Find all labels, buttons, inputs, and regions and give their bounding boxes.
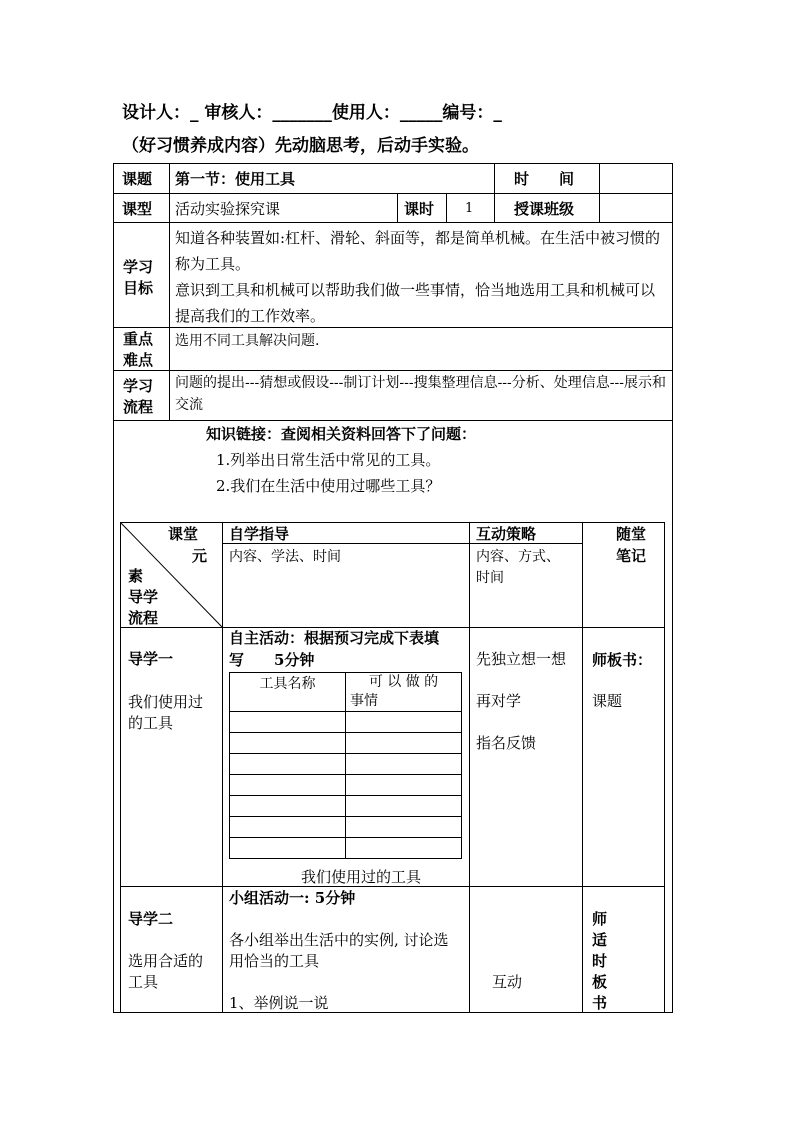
col3-head: 互动策略 <box>476 525 537 543</box>
col-divider <box>169 163 170 420</box>
goal-label-1: 学习 <box>123 258 154 276</box>
row-divider <box>113 420 673 421</box>
s2-strategy: 互动 <box>492 973 523 991</box>
col3-sub-1: 内容、方式、 <box>476 549 560 565</box>
s1-strategy-3: 指名反馈 <box>476 734 537 752</box>
tools-caption: 我们使用过的工具 <box>301 868 422 886</box>
tools-header-name: 工具名称 <box>230 673 346 712</box>
table-row <box>230 796 462 817</box>
table-border <box>113 163 114 1013</box>
key-label-2: 难点 <box>123 351 154 369</box>
table-border <box>672 163 673 1013</box>
key-label-1: 重点 <box>123 330 154 348</box>
s1-strategy-1: 先独立想一想 <box>476 650 567 668</box>
col-divider <box>397 193 398 222</box>
s2-activity: 小组活动一: 5分钟 <box>229 889 356 907</box>
table-row <box>230 775 462 796</box>
tool-name-cell[interactable] <box>230 733 346 754</box>
key-text: 选用不同工具解决问题. <box>175 333 320 349</box>
diag-top: 课堂 <box>168 525 199 543</box>
tool-name-cell[interactable] <box>230 838 346 859</box>
tool-name-cell[interactable] <box>230 754 346 775</box>
hours-value: 1 <box>465 201 474 216</box>
tool-use-cell[interactable] <box>346 796 462 817</box>
tool-use-cell[interactable] <box>346 733 462 754</box>
table-row <box>230 838 462 859</box>
knowledge-title: 知识链接：查阅相关资料回答下了问题： <box>206 425 477 443</box>
tool-use-cell[interactable] <box>346 712 462 733</box>
s1-title: 导学一 <box>128 650 174 668</box>
row-divider <box>113 222 673 223</box>
s2-note-5: 书 <box>592 994 608 1012</box>
col3-sub-2: 时间 <box>476 570 504 586</box>
tool-name-cell[interactable] <box>230 817 346 838</box>
row-divider <box>113 193 673 194</box>
s1-activity-1: 自主活动：根据预习完成下表填 <box>229 629 440 647</box>
s1-note-1: 师板书： <box>592 651 653 669</box>
table-border <box>113 163 673 164</box>
s1-activity-2: 写 5分钟 <box>229 651 315 669</box>
s2-note-4: 板 <box>592 973 608 991</box>
hours-label: 课时 <box>404 200 435 218</box>
flow-table-border <box>222 522 223 1012</box>
s2-text-3: 1、举例说一说 <box>229 994 329 1012</box>
type-value: 活动实验探究课 <box>175 200 281 218</box>
knowledge-q1: 1.列举出日常生活中常见的工具。 <box>216 451 441 469</box>
header-line-2: （好习惯养成内容）先动脑思考，后动手实验。 <box>122 136 479 156</box>
tools-header-row <box>230 673 462 712</box>
flow-table-border <box>582 522 583 1012</box>
s2-text-1: 各小组举出生活中的实例, 讨论选 <box>229 931 449 949</box>
flow-table-border <box>664 522 665 1012</box>
goal-text-2: 意识到工具和机械可以帮助我们做一些事情，恰当地选用工具和机械可以提高我们的工作效率。 <box>175 281 656 325</box>
table-row <box>230 754 462 775</box>
s2-text-2: 用恰当的工具 <box>229 952 320 970</box>
diag-b1: 素 <box>128 567 144 585</box>
goal-label-2: 目标 <box>123 279 154 297</box>
time-label: 时 间 <box>514 170 575 188</box>
diag-b2: 导学 <box>128 588 159 606</box>
col-divider <box>446 193 447 222</box>
table-border <box>113 1012 673 1013</box>
tool-use-cell[interactable] <box>346 817 462 838</box>
flow-table-border <box>469 522 470 1012</box>
goal-text-1: 知道各种装置如:杠杆、滑轮、斜面等，都是简单机械。在生活中被习惯的称为工具。 <box>175 229 661 273</box>
col2-sub: 内容、学法、时间 <box>229 549 341 565</box>
type-label: 课型 <box>122 200 153 218</box>
s2-note-1: 师 <box>592 910 608 928</box>
row-divider <box>113 370 673 371</box>
header-line-1: 设计人：_ 审核人：_______使用人：_____编号：_ <box>122 103 502 123</box>
s1-sub-1: 我们使用过 <box>128 693 204 711</box>
col4-head-2: 笔记 <box>616 547 647 565</box>
tool-name-cell[interactable] <box>230 796 346 817</box>
col-divider <box>599 163 600 222</box>
s1-sub-2: 的工具 <box>128 714 174 732</box>
s2-note-2: 适 <box>592 931 608 949</box>
s1-strategy-2: 再对学 <box>476 692 522 710</box>
tool-use-cell[interactable] <box>346 838 462 859</box>
topic-label: 课题 <box>122 170 153 188</box>
tools-table <box>229 672 462 859</box>
s2-title: 导学二 <box>128 910 174 928</box>
s2-note-3: 时 <box>592 952 608 970</box>
diag-mid: 元 <box>192 547 208 565</box>
col4-head-1: 随堂 <box>616 525 647 543</box>
knowledge-q2: 2.我们在生活中使用过哪些工具？ <box>216 477 441 495</box>
tools-header-action <box>346 673 462 712</box>
col2-head: 自学指导 <box>229 525 290 543</box>
table-row <box>230 733 462 754</box>
col-divider <box>494 163 495 222</box>
flow-label-2: 流程 <box>123 398 154 416</box>
tool-name-cell[interactable] <box>230 775 346 796</box>
tools-header-action-1: 可 以 做 的 <box>368 674 439 690</box>
tool-use-cell[interactable] <box>346 775 462 796</box>
tool-name-cell[interactable] <box>230 712 346 733</box>
class-label: 授课班级 <box>514 200 575 218</box>
flow-label-1: 学习 <box>123 377 154 395</box>
table-row <box>230 712 462 733</box>
tool-use-cell[interactable] <box>346 754 462 775</box>
topic-value: 第一节：使用工具 <box>175 170 296 188</box>
table-row <box>230 817 462 838</box>
s2-sub-2: 工具 <box>128 973 159 991</box>
s1-note-2: 课题 <box>592 692 623 710</box>
tools-header-action-2: 事情 <box>350 693 378 709</box>
flow-text: 问题的提出---猜想或假设---制订计划---搜集整理信息---分析、处理信息---展示和交流 <box>175 375 666 413</box>
s2-sub-1: 选用合适的 <box>128 952 204 970</box>
diag-b3: 流程 <box>128 609 159 627</box>
